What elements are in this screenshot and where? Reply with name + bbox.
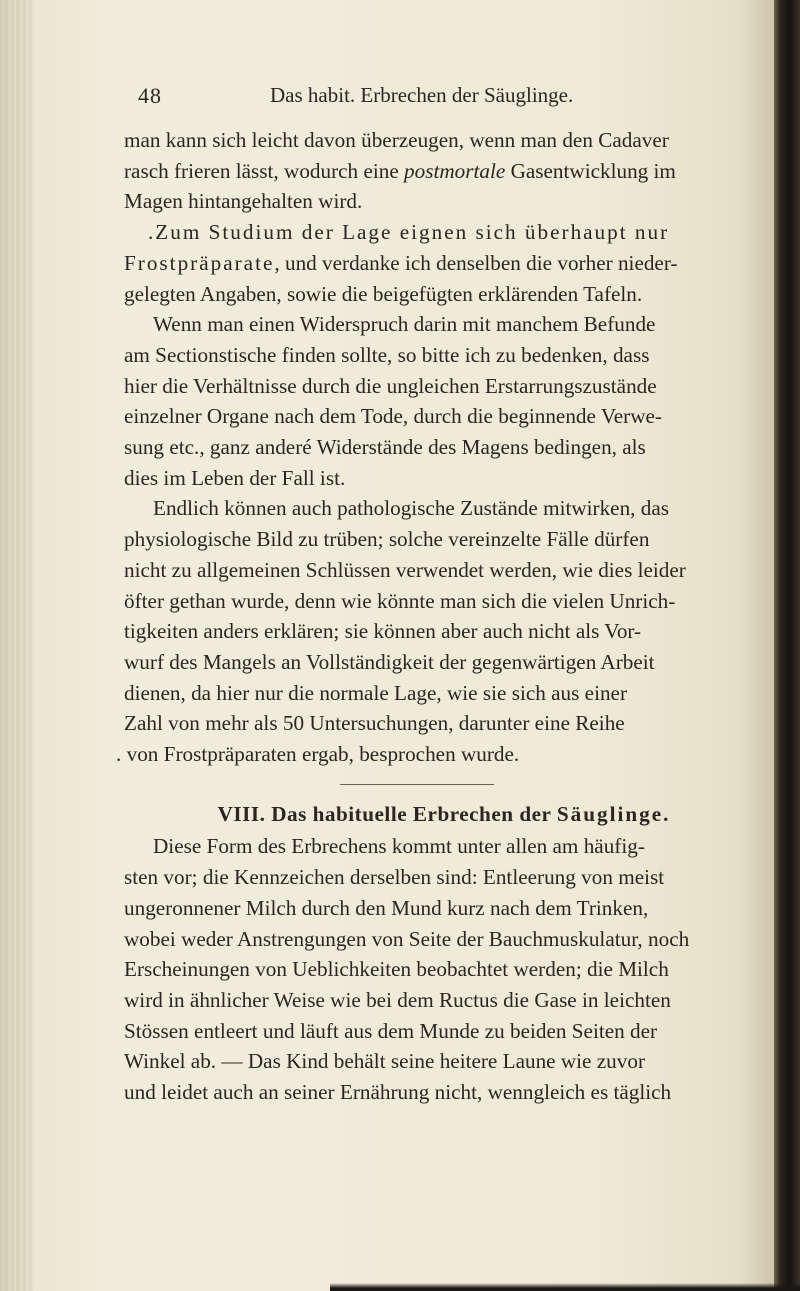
text-line: wurf des Mangels an Vollständigkeit der gegenwärtigen Arbeit: [124, 649, 655, 674]
text-line: [124, 156, 764, 187]
text-run: . von: [116, 742, 164, 767]
text-line: am Sectionstische finden sollte, so bitte ich zu bedenken, dass: [124, 342, 650, 367]
section-heading: [124, 799, 764, 830]
text-line: öfter gethan wurde, denn wie könnte man sich die vielen Unrich-: [124, 588, 676, 613]
text-line: [116, 739, 764, 770]
text-line: physiologische Bild zu trüben; solche vereinzelte Fälle dürfen: [124, 527, 650, 552]
paragraph: [124, 217, 764, 309]
text-line: wobei weder Anstrengungen von Seite der Bauchmuskulatur, noch: [124, 926, 690, 951]
text-line-emphasis: .Zum Studium der Lage eignen sich überhaupt nur: [148, 220, 670, 245]
paragraph: [124, 831, 764, 1107]
text-line: Zahl von mehr als 50 Untersuchungen, darunter eine Reihe: [124, 711, 625, 736]
page-number: 48: [138, 83, 162, 108]
text-line: nicht zu allgemeinen Schlüssen verwendet werden, wie dies leider: [124, 557, 686, 582]
italic-term: postmortale: [404, 158, 506, 183]
text-line: ungeronnener Milch durch den Mund kurz nach dem Trinken,: [124, 895, 649, 920]
text-line: und leidet auch an seiner Ernährung nicht, wenngleich es täglich: [124, 1080, 672, 1105]
paragraph: [116, 493, 764, 769]
section-number: VIII.: [217, 801, 266, 826]
paragraph: [124, 125, 764, 217]
text-line: Endlich können auch pathologische Zustände mitwirken, das: [153, 496, 670, 521]
page-bottom-edge: [330, 1283, 800, 1291]
section-title: Das habituelle Erbrechen der: [271, 801, 557, 826]
text-line: dies im Leben der Fall ist.: [124, 465, 346, 490]
text-line: Wenn man einen Widerspruch darin mit manchem Befunde: [153, 312, 656, 337]
text-line: tigkeiten anders erklären; sie können aber auch nicht als Vor-: [124, 619, 642, 644]
body-text: [116, 125, 764, 1108]
text-run: Gasentwicklung im: [505, 158, 676, 183]
text-line: Stössen entleert und läuft aus dem Munde zu beiden Seiten der: [124, 1018, 658, 1043]
text-line: sung etc., ganz anderé Widerstände des Magens bedingen, als: [124, 435, 646, 460]
page-edge: [774, 0, 800, 1291]
text-run: , und verdanke ich denselben die vorher nieder-: [274, 250, 678, 275]
text-run: rasch frieren lässt, wodurch eine: [124, 158, 405, 183]
text-line: Magen hintangehalten wird.: [124, 189, 363, 214]
binding-gutter: [0, 0, 34, 1291]
text-line: wird in ähnlicher Weise wie bei dem Ructus die Gase in leichten: [124, 987, 671, 1012]
text-line: einzelner Organe nach dem Tode, durch die beginnende Verwe-: [124, 404, 662, 429]
text-line: dienen, da hier nur die normale Lage, wie sie sich aus einer: [124, 680, 628, 705]
text-line: hier die Verhältnisse durch die ungleichen Erstarrungszustände: [124, 373, 657, 398]
spaced-term: Frostpräparate: [124, 250, 275, 275]
text-line: Erscheinungen von Ueblichkeiten beobachtet werden; die Milch: [124, 957, 669, 982]
section-title-emphasis: Säuglinge.: [556, 801, 671, 826]
text-line: man kann sich leicht davon überzeugen, wenn man den Cadaver: [124, 128, 669, 152]
page-header: [138, 83, 758, 109]
text-line: [124, 248, 764, 279]
text-line: Diese Form des Erbrechens kommt unter allen am häufig-: [153, 834, 645, 859]
paragraph: [124, 309, 764, 493]
text-run: Frostpräparaten: [163, 742, 297, 767]
text-line: gelegten Angaben, sowie die beigefügten erklärenden Tafeln.: [124, 281, 643, 306]
section-divider: [340, 784, 494, 785]
text-line: sten vor; die Kennzeichen derselben sind: Entleerung von meist: [124, 865, 665, 890]
running-head: Das habit. Erbrechen der Säuglinge.: [270, 83, 574, 107]
text-run: ergab, besprochen wurde.: [296, 742, 520, 767]
text-line: Winkel ab. — Das Kind behält seine heitere Laune wie zuvor: [124, 1049, 645, 1074]
